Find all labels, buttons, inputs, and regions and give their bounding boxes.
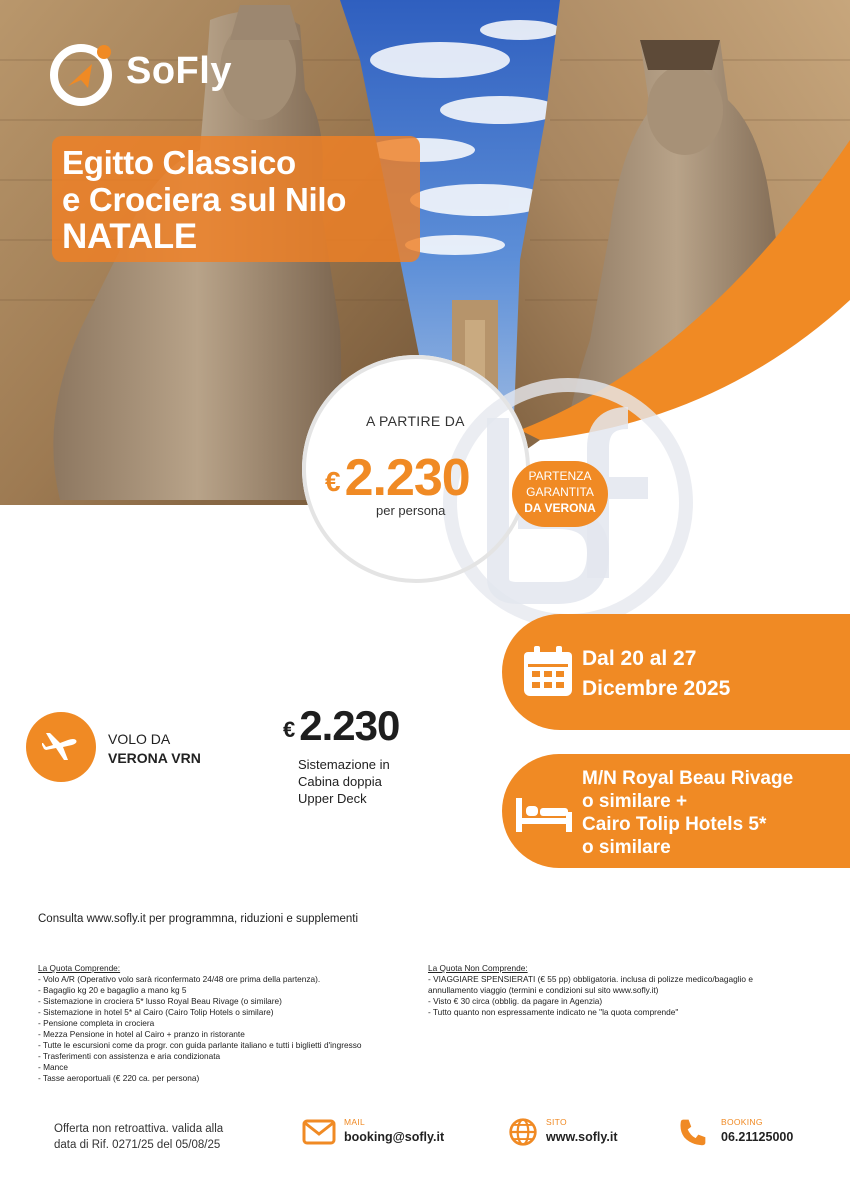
list-item: - Sistemazione in hotel 5* al Cairo (Cairo Tolip Hotels o similare) — [38, 1007, 274, 1017]
included-list — [38, 963, 428, 1084]
list-item: - Visto € 30 circa (obblig. da pagare in Agenzia) — [428, 996, 603, 1006]
list-item: - Tasse aeroportuali (€ 220 ca. per persona) — [38, 1073, 200, 1083]
per-person-label: per persona — [376, 503, 446, 518]
list-item: - Bagaglio kg 20 e bagaglio a mano kg 5 — [38, 985, 187, 995]
booking-value[interactable]: 06.21125000 — [721, 1130, 794, 1144]
list-item: - Sistemazione in crociera 5* lusso Royal Beau Rivage (o similare) — [38, 996, 282, 1006]
mail-value[interactable]: booking@sofly.it — [344, 1130, 445, 1144]
cabin-desc-line-3: Upper Deck — [298, 791, 367, 806]
sofly-logo-mark-icon — [48, 42, 114, 108]
main-price-amount: 2.230 — [344, 449, 470, 507]
accommodation-banner — [502, 754, 850, 868]
list-item: - Trasferimenti con assistenza e aria condizionata — [38, 1051, 221, 1061]
list-item: - VIAGGIARE SPENSIERATI (€ 55 pp) obbligatoria. inclusa di polizze medico/bagaglio e — [428, 974, 753, 984]
cabin-desc-line-1: Sistemazione in — [298, 757, 390, 772]
cabin-desc-line-2: Cabina doppia — [298, 774, 382, 789]
bed-icon — [514, 794, 574, 834]
site-label: SITO — [546, 1117, 567, 1127]
main-price — [325, 448, 470, 508]
dates-banner — [502, 614, 850, 730]
flight-line-1: VOLO DA — [108, 731, 171, 747]
guaranteed-line-2: GARANTITA — [526, 485, 594, 499]
globe-icon — [506, 1117, 540, 1147]
list-item: - Mezza Pensione in hotel al Cairo + pranzo in ristorante — [38, 1029, 245, 1039]
phone-icon — [676, 1117, 710, 1147]
mail-icon — [302, 1117, 336, 1147]
offer-line-1: Offerta non retroattiva. valida alla — [54, 1123, 224, 1135]
cabin-price — [283, 702, 399, 750]
mail-label: MAIL — [344, 1117, 366, 1127]
offer-validity-note — [54, 1121, 223, 1153]
guaranteed-line-1: PARTENZA — [528, 469, 592, 483]
guaranteed-line-3: DA VERONA — [524, 501, 596, 515]
hotel-line-2: o similare + — [582, 791, 688, 812]
cabin-price-amount: 2.230 — [299, 702, 400, 749]
trip-title-line-3: NATALE — [62, 217, 197, 256]
consult-note: Consulta www.sofly.it per programmna, riduzioni e supplementi — [38, 913, 359, 925]
trip-title-line-1: Egitto Classico — [62, 144, 296, 181]
hotel-line-4: o similare — [582, 837, 671, 858]
list-item: - Volo A/R (Operativo volo sarà riconfermato 24/48 ore prima della partenza). — [38, 974, 321, 984]
excluded-title: La Quota Non Comprende: — [428, 963, 528, 973]
guaranteed-departure-badge — [512, 461, 608, 527]
list-item: - Tutte le escursioni come da progr. con guida parlante italiano e tutti i biglietti d'ingresso — [38, 1040, 362, 1050]
from-label: A PARTIRE DA — [366, 413, 465, 429]
offer-line-2: data di Rif. 0271/25 del 05/08/25 — [54, 1139, 221, 1151]
cabin-price-currency: € — [283, 717, 296, 742]
list-item: - Tutto quanto non espressamente indicato ne "la quota comprende" — [428, 1007, 679, 1017]
flight-badge — [26, 712, 96, 782]
site-value[interactable]: www.sofly.it — [546, 1130, 618, 1144]
booking-label: BOOKING — [721, 1117, 763, 1127]
included-title: La Quota Comprende: — [38, 963, 121, 973]
sofly-logo — [48, 42, 268, 112]
main-price-currency: € — [325, 466, 341, 497]
excluded-list — [428, 963, 820, 1018]
cabin-description — [298, 756, 390, 807]
calendar-icon — [522, 644, 574, 698]
hotel-line-3: Cairo Tolip Hotels 5* — [582, 814, 767, 835]
trip-title-box — [52, 136, 420, 262]
airplane-icon — [42, 728, 80, 766]
dates-line-2: Dicembre 2025 — [582, 677, 731, 700]
list-item: - Pensione completa in crociera — [38, 1018, 155, 1028]
flight-label — [108, 730, 201, 768]
trip-title-line-2: e Crociera sul Nilo — [62, 181, 347, 218]
dates-line-1: Dal 20 al 27 — [582, 647, 697, 670]
list-item: annullamento viaggio (termini e condizioni sul sito www.sofly.it) — [428, 985, 659, 995]
flight-line-2: VERONA VRN — [108, 750, 201, 766]
list-item: - Mance — [38, 1062, 68, 1072]
hotel-line-1: M/N Royal Beau Rivage — [582, 768, 794, 789]
brand-name: SoFly — [126, 50, 232, 92]
